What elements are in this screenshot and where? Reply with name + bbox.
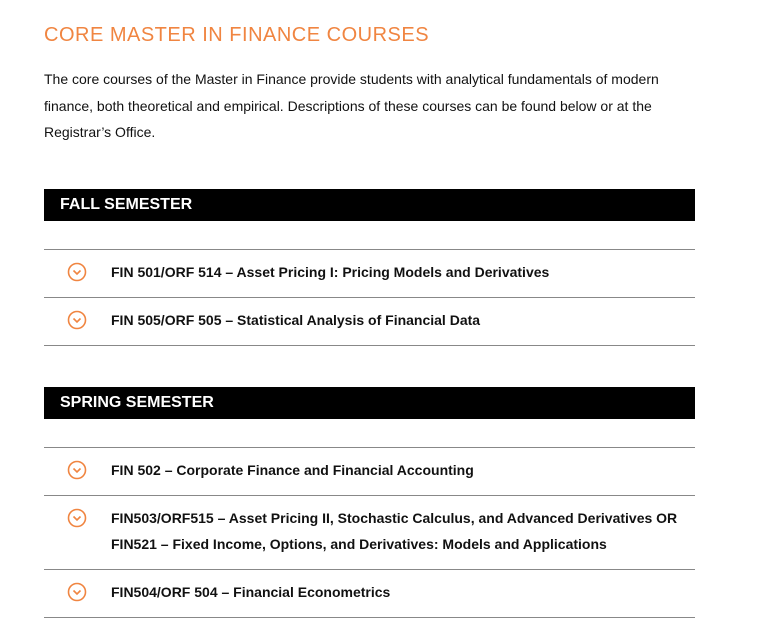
course-title: FIN 501/ORF 514 – Asset Pricing I: Pricing Models and Derivatives — [111, 264, 550, 280]
course-accordion-item[interactable] — [44, 496, 695, 570]
intro-text: The core courses of the Master in Finance provide students with analytical fundamentals of modern finance, both theoretical and empirical. Descriptions of these courses can be found below or at the Registrar’s Office. — [44, 71, 659, 140]
chevron-down-circle-icon — [67, 460, 87, 480]
course-title: FIN 505/ORF 505 – Statistical Analysis of Financial Data — [111, 312, 481, 328]
course-accordion-item[interactable] — [44, 250, 695, 298]
chevron-down-circle-icon — [67, 262, 87, 282]
page-title: CORE MASTER IN FINANCE COURSES — [44, 24, 430, 46]
fall-course-list — [44, 249, 695, 346]
course-accordion-item[interactable] — [44, 448, 695, 496]
course-accordion-item[interactable] — [44, 570, 695, 618]
fall-semester-heading: FALL SEMESTER — [44, 189, 695, 221]
course-accordion-item[interactable] — [44, 298, 695, 346]
course-title: FIN503/ORF515 – Asset Pricing II, Stochastic Calculus, and Advanced Derivatives OR FIN521 – Fixed Income, Options, and Derivatives: Models and Applications — [111, 510, 678, 552]
course-title: FIN 502 – Corporate Finance and Financial Accounting — [111, 462, 474, 478]
chevron-down-circle-icon — [67, 582, 87, 602]
chevron-down-circle-icon — [67, 508, 87, 528]
spring-semester-heading: SPRING SEMESTER — [44, 387, 695, 419]
spring-course-list — [44, 447, 695, 618]
course-title: FIN504/ORF 504 – Financial Econometrics — [111, 584, 391, 600]
chevron-down-circle-icon — [67, 310, 87, 330]
